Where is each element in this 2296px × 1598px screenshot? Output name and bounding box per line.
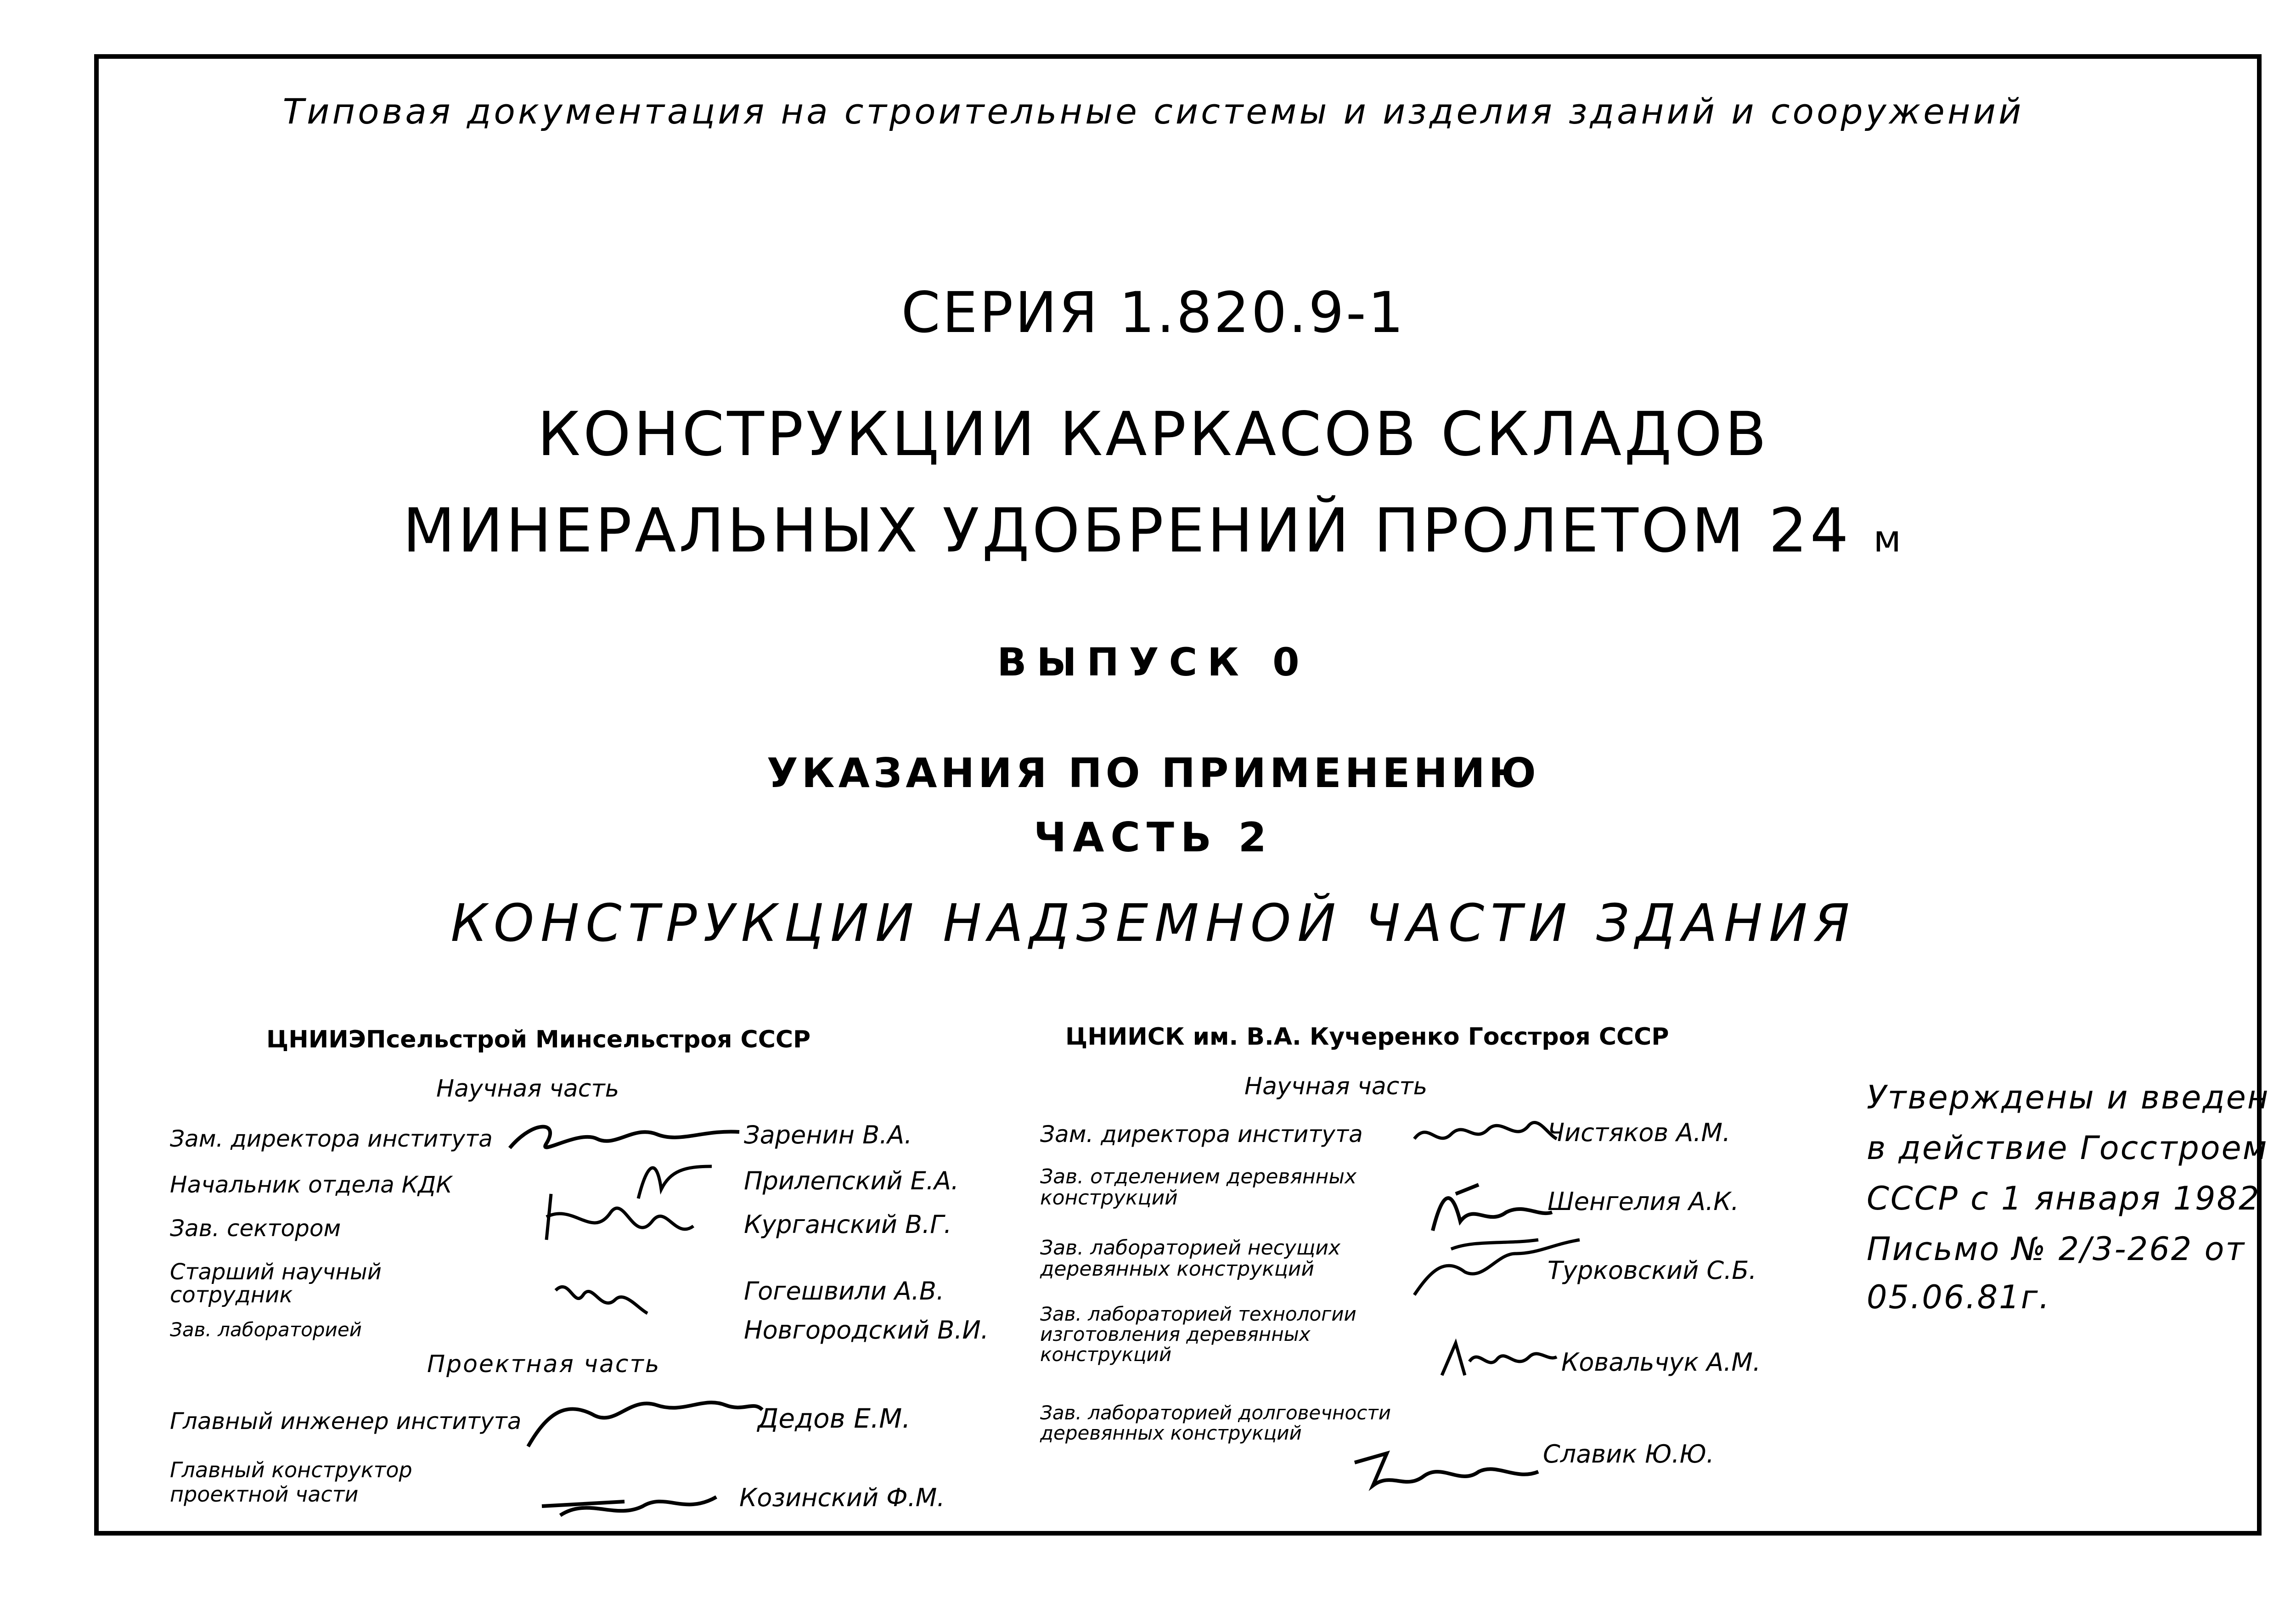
part-title: КОНСТРУКЦИИ НАДЗЕМНОЙ ЧАСТИ ЗДАНИЯ — [450, 894, 1856, 953]
right-section-scientific: Научная часть — [1244, 1073, 1428, 1100]
signature-shengelia — [1424, 1176, 1557, 1235]
right-person-1: Чистяков А.М. — [1548, 1118, 1731, 1147]
signature-kurgansky — [537, 1185, 703, 1254]
title-line-2-main: МИНЕРАЛЬНЫХ УДОБРЕНИЙ ПРОЛЕТОМ 24 — [403, 495, 1851, 566]
right-role-4: Зав. лабораторией технологии изготовления деревянных конструкций — [1040, 1303, 1356, 1366]
title-line-2 — [0, 495, 2296, 566]
approval-line-2: в действие Госстроем — [1867, 1129, 2268, 1167]
right-person-4: Ковальчук А.М. — [1561, 1348, 1761, 1377]
left-person-2: Прилепский Е.А. — [744, 1166, 959, 1195]
left-role-5: Зав. лабораторией — [170, 1318, 362, 1341]
left-person-6: Дедов Е.М. — [758, 1403, 911, 1434]
left-person-1: Заренин В.А. — [744, 1120, 912, 1149]
left-person-5: Новгородский В.И. — [744, 1316, 989, 1345]
right-role-3: Зав. лабораторией несущих деревянных конструкций — [1040, 1236, 1340, 1281]
signature-chistyakov — [1410, 1107, 1561, 1157]
left-section-design: Проектная часть — [427, 1350, 661, 1378]
title-line-1: КОНСТРУКЦИИ КАРКАСОВ СКЛАДОВ — [537, 399, 1769, 470]
right-org-name: ЦНИИСК им. В.А. Кучеренко Госстроя СССР — [1065, 1023, 1669, 1051]
approval-line-1: Утверждены и введен — [1867, 1079, 2270, 1116]
right-role-5: Зав. лабораторией долговечности деревянных конструкций — [1040, 1401, 1391, 1445]
right-role-2: Зав. отделением деревянных конструкций — [1040, 1165, 1357, 1210]
left-role-2: Начальник отдела КДК — [170, 1171, 452, 1198]
left-person-4: Гогешвили А.В. — [744, 1277, 945, 1305]
signature-kovalchuk — [1437, 1334, 1561, 1384]
subtitle: УКАЗАНИЯ ПО ПРИМЕНЕНИЮ — [766, 749, 1540, 797]
signature-slavik — [1345, 1435, 1543, 1495]
left-role-3: Зав. сектором — [170, 1215, 341, 1242]
signature-kozinsky — [533, 1474, 726, 1525]
approval-line-4: Письмо № 2/3-262 от — [1867, 1230, 2246, 1268]
right-person-3: Турковский С.Б. — [1548, 1256, 1757, 1285]
part-label: ЧАСТЬ 2 — [1034, 814, 1273, 861]
signature-dedov — [519, 1387, 767, 1451]
series-title: СЕРИЯ 1.820.9-1 — [901, 280, 1406, 345]
header-line: Типовая документация на строительные системы и изделия зданий и сооружений — [282, 91, 2024, 132]
right-person-2: Шенгелия А.К. — [1548, 1187, 1739, 1216]
signature-turkovsky — [1405, 1231, 1589, 1300]
approval-line-3: СССР с 1 января 1982 — [1867, 1180, 2261, 1217]
signature-gogeshvili — [551, 1272, 652, 1322]
left-section-scientific: Научная часть — [436, 1075, 619, 1103]
left-person-3: Курганский В.Г. — [744, 1210, 952, 1239]
left-role-7: Главный конструктор проектной части — [170, 1457, 412, 1507]
left-person-7: Козинский Ф.М. — [739, 1483, 945, 1512]
approval-line-5: 05.06.81г. — [1867, 1278, 2051, 1316]
issue-label: ВЫПУСК 0 — [997, 640, 1310, 685]
left-role-1: Зам. директора института — [170, 1125, 493, 1152]
left-role-4: Старший научный сотрудник — [170, 1259, 382, 1308]
right-person-5: Славик Ю.Ю. — [1543, 1440, 1714, 1469]
right-role-1: Зам. директора института — [1040, 1121, 1363, 1148]
title-line-2-unit: м — [1873, 518, 1904, 560]
left-org-name: ЦНИИЭПсельстрой Минсельстроя СССР — [266, 1026, 811, 1053]
left-role-6: Главный инженер института — [170, 1408, 522, 1435]
